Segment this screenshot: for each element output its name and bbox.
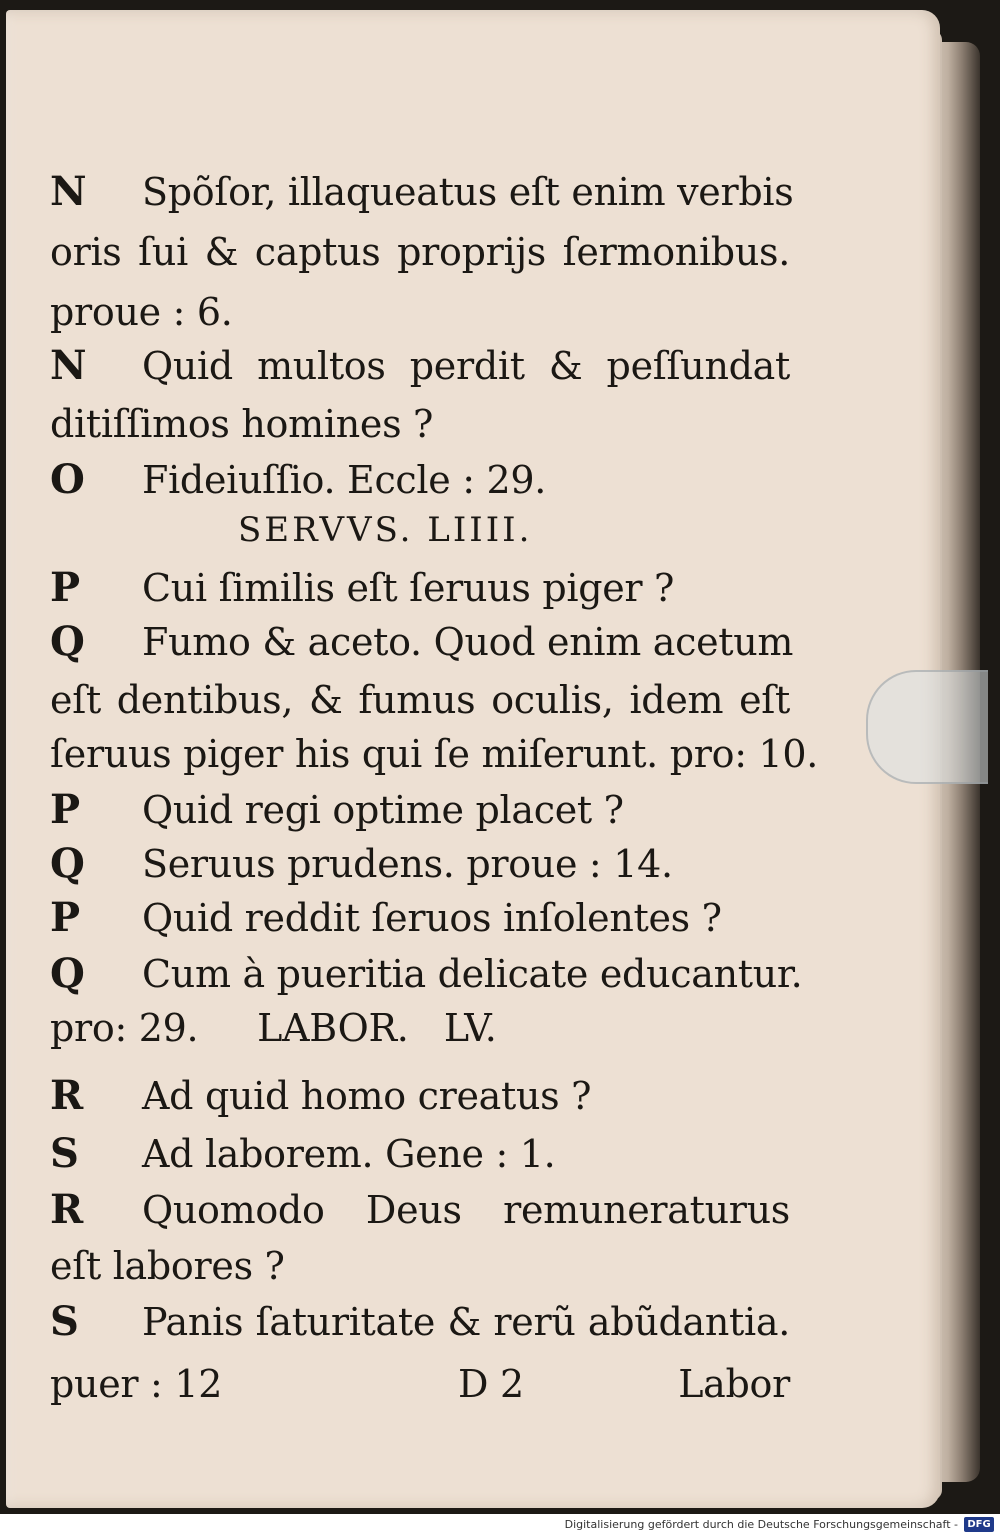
text-line [50, 1236, 790, 1296]
line-text: Quid reddit ſeruos inſolentes ? [142, 896, 722, 940]
catchword: Labor [678, 1362, 790, 1406]
text-line [50, 670, 790, 730]
dfg-logo-icon: DFG [964, 1517, 994, 1532]
line-text: Ad quid homo creatus ? [142, 1074, 592, 1118]
digitization-notice: Digitalisierung gefördert durch die Deutsche Forschungsgemeinschaft - [564, 1518, 958, 1531]
text-line [50, 888, 790, 948]
text-line [50, 1292, 790, 1352]
text-line [50, 222, 790, 282]
text-line [50, 834, 790, 894]
line-text: Panis ſaturitate & rerũ abũdantia. [142, 1300, 790, 1344]
speaker-letter: S [50, 1130, 79, 1177]
speaker-letter: R [50, 1186, 83, 1233]
signature-mark: D 2 [458, 1362, 524, 1406]
heading-text: SERVVS. LIIII. [238, 510, 533, 550]
line-text: ditiſſimos homines ? [50, 402, 434, 446]
line-text: Cum à pueritia delicate educantur. [142, 952, 803, 996]
speaker-letter: R [50, 1072, 83, 1119]
speaker-letter: Q [50, 950, 85, 997]
text-line [50, 1180, 790, 1240]
speaker-letter: S [50, 1298, 79, 1345]
text-line [50, 336, 790, 396]
speaker-letter: P [50, 894, 80, 941]
line-text: Quid multos perdit & peſſundat [142, 344, 790, 388]
text-line [50, 1124, 790, 1184]
text-line [50, 282, 790, 342]
text-line [50, 944, 803, 1004]
text-line [50, 780, 790, 840]
line-text: Spõſor, illaquеatus eſt enim verbis [142, 170, 794, 214]
speaker-letter: Q [50, 840, 85, 887]
text-line [50, 1066, 790, 1126]
line-text: Ad laborem. Gene : 1. [142, 1132, 556, 1176]
speaker-letter: O [50, 456, 85, 503]
line-text: eſt dentibus, & fumus oculis, idem eſt [50, 678, 790, 722]
line-text: pro: 29. LABOR. LV. [50, 1006, 497, 1050]
section-heading [50, 500, 790, 560]
text-line [50, 724, 819, 784]
speaker-letter: P [50, 564, 80, 611]
line-text: proue : 6. [50, 290, 233, 334]
text-line [50, 612, 794, 672]
text-line [50, 162, 794, 222]
text-line [50, 998, 790, 1058]
line-text: ſeruus piger his qui ſe miſerunt. pro: 10. [50, 732, 819, 776]
line-text: Quomodo Deus remuneraturus [142, 1188, 790, 1232]
line-text: Fideiuſſio. Eccle : 29. [142, 458, 547, 502]
text-line [50, 394, 790, 454]
speaker-letter: Q [50, 618, 85, 665]
line-text: Fumo & aceto. Quod enim acetum [142, 620, 794, 664]
footer-reference: puer : 12 [50, 1362, 223, 1406]
speaker-letter: N [50, 168, 87, 215]
page-footer [50, 1354, 790, 1414]
plastic-clip [866, 670, 988, 784]
line-text: oris ſui & captus proprijs ſermonibus. [50, 230, 790, 274]
digitization-footer [0, 1514, 1000, 1536]
speaker-letter: P [50, 786, 80, 833]
line-text: eſt labores ? [50, 1244, 285, 1288]
speaker-letter: N [50, 342, 87, 389]
line-text: Seruus prudens. proue : 14. [142, 842, 673, 886]
line-text: Quid regi optime placet ? [142, 788, 624, 832]
book-page [6, 10, 940, 1508]
line-text: Cui ſimilis eſt ſeruus piger ? [142, 566, 675, 610]
text-line [50, 558, 790, 618]
